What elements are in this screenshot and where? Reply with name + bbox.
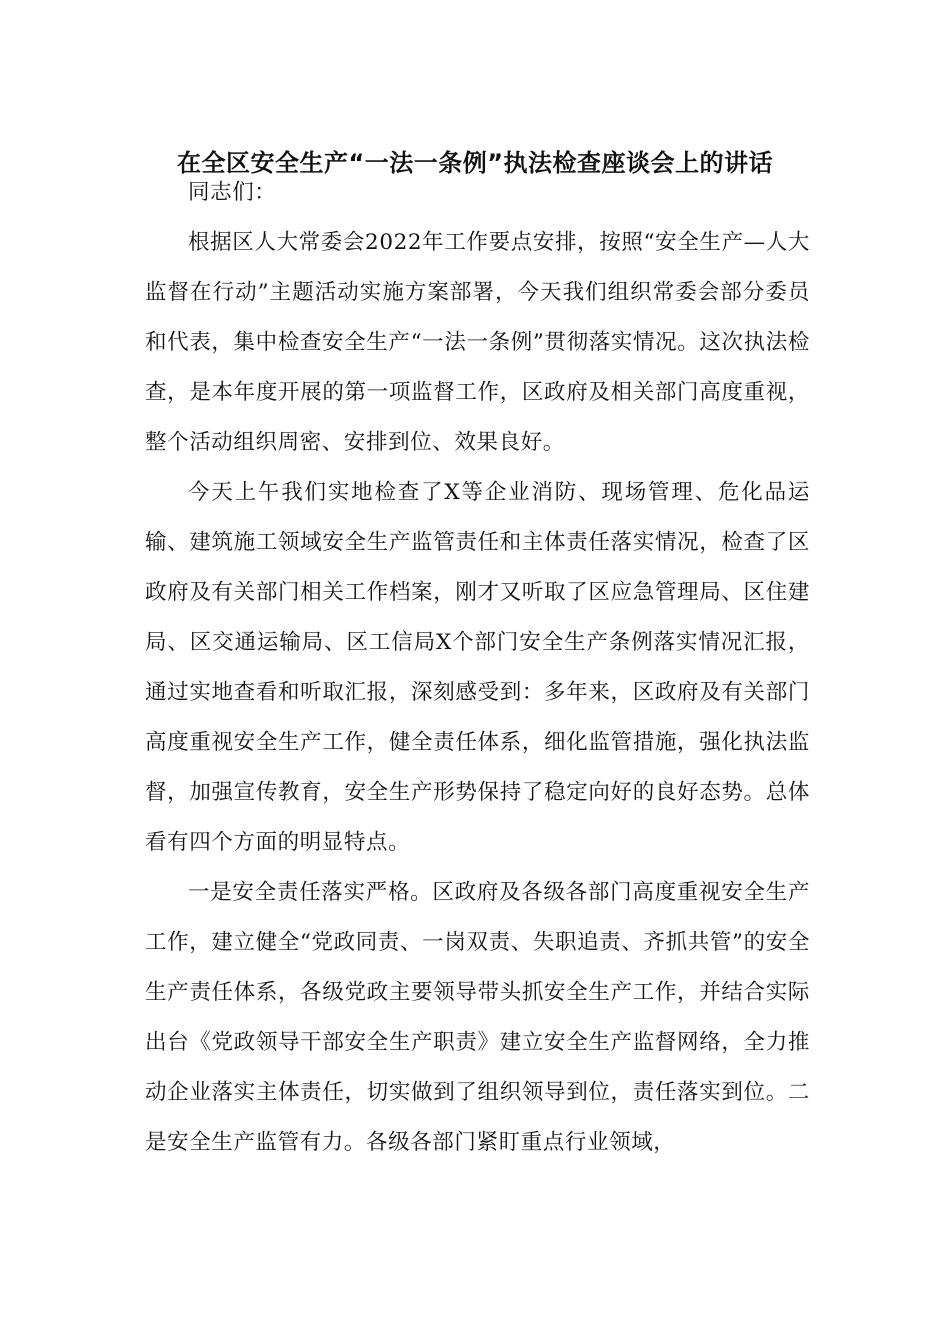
paragraph-1: 根据区人大常委会2022年工作要点安排，按照“安全生产—人大监督在行动”主题活动实施方案部署，今天我们组织常委会部分委员和代表，集中检查安全生产“一法一条例”贯彻落实情况。这次执法检查，是本年度开展的第一项监督工作，区政府及相关部门高度重视，整个活动组织周密、安排到位、效果良好。 <box>145 230 810 455</box>
paragraph-2: 今天上午我们实地检查了X等企业消防、现场管理、危化品运输、建筑施工领域安全生产监管责任和主体责任落实情况，检查了区政府及有关部门相关工作档案，刚才又听取了区应急管理局、区住建局、区交通运输局、区工信局X个部门安全生产条例落实情况汇报，通过实地查看和听取汇报，深刻感受到：多年来，区政府及有关部门高度重视安全生产工作，健全责任体系，细化监管措施，强化执法监督，加强宣传教育，安全生产形势保持了稳定向好的良好态势。总体看有四个方面的明显特点。 <box>145 480 810 855</box>
document-title: 在全区安全生产“一法一条例”执法检查座谈会上的讲话 <box>176 149 774 177</box>
document-body <box>145 168 810 1168</box>
paragraph-3: 一是安全责任落实严格。区政府及各级各部门高度重视安全生产工作，建立健全“党政同责、一岗双责、失职追责、齐抓共管”的安全生产责任体系，各级党政主要领导带头抓安全生产工作，并结合实际出台《党政领导干部安全生产职责》建立安全生产监督网络，全力推动企业落实主体责任，切实做到了组织领导到位，责任落实到位。二是安全生产监管有力。各级各部门紧盯重点行业领域， <box>145 880 810 1155</box>
salutation: 同志们： <box>188 180 277 205</box>
